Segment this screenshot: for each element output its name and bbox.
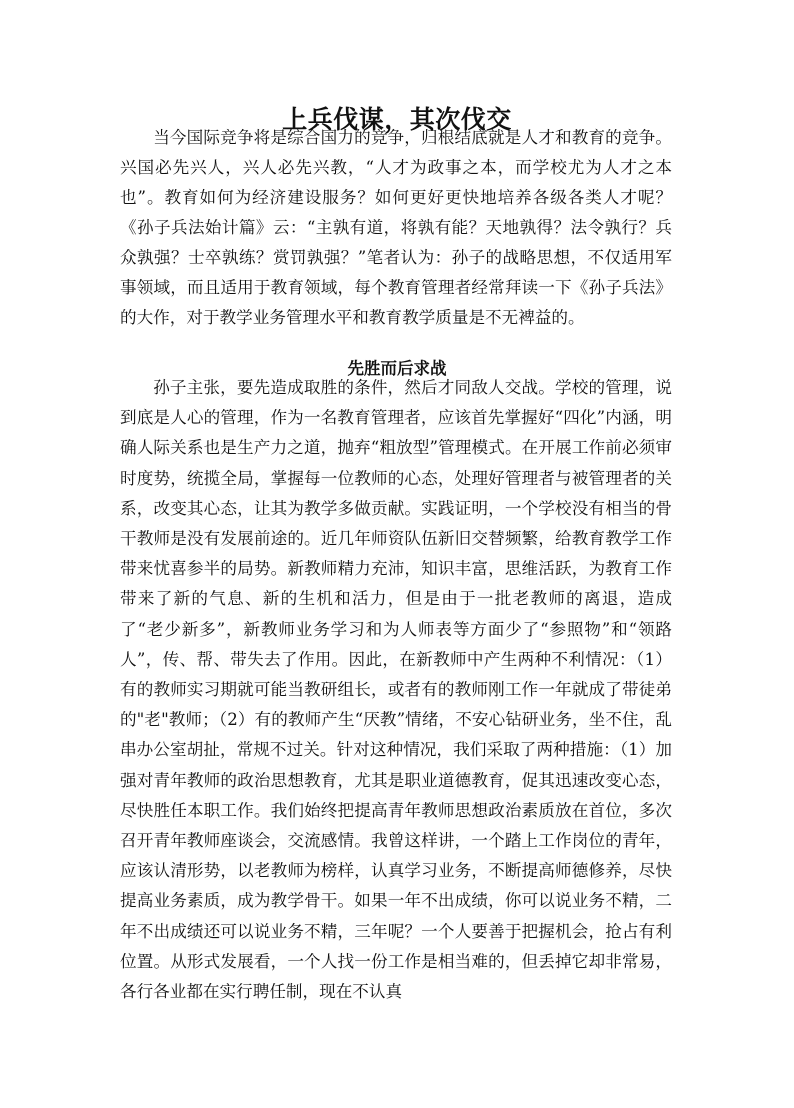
section-paragraph: 孙子主张，要先造成取胜的条件，然后才同敌人交战。学校的管理，说到底是人心的管理，作为一名教育管理者，应该首先掌握好“四化”内涵，明确人际关系也是生产力之道，抛弃“粗放型”管理模式。在开展工作前必须审时度势，统揽全局，掌握每一位教师的心态，处理好管理者与被管理者的关系，改变其心态，让其为教学多做贡献。实践证明，一个学校没有相当的骨干教师是没有发展前途的。近几年师资队伍新旧交替频繁，给教育教学工作带来忧喜参半的局势。新教师精力充沛，知识丰富，思维活跃，为教育工作带来了新的气息、新的生机和活力，但是由于一批老教师的离退，造成了“老少新多”，新教师业务学习和为人师表等方面少了“参照物”和“领路人”，传、帮、带失去了作用。因此，在新教师中产生两种不利情况：（1）有的教师实习期就可能当教研组长，或者有的教师刚工作一年就成了带徒弟的"老"教师；（2）有的教师产生“厌教”情绪，不安心钻研业务，坐不住，乱串办公室胡扯，常规不过关。针对这种情况，我们采取了两种措施：（1）加强对青年教师的政治思想教育，尤其是职业道德教育，促其迅速改变心态，尽快胜任本职工作。我们始终把提高青年教师思想政治素质放在首位，多次召开青年教师座谈会，交流感情。我曾这样讲，一个踏上工作岗位的青年，应该认清形势，以老教师为榜样，认真学习业务，不断提高师德修养，尽快提高业务素质，成为教学骨干。如果一年不出成绩，你可以说业务不精，二年不出成绩还可以说业务不精，三年呢？一个人要善于把握机会，抢占有利位置。从形式发展看，一个人找一份工作是相当难的，但丢掉它却非常易，各行各业都在实行聘任制，现在不认真 bbox=[120, 378, 672, 1002]
intro-paragraph: 当今国际竞争将是综合国力的竞争，归根结底就是人才和教育的竞争。兴国必先兴人，兴人必先兴教，“人才为政事之本，而学校尤为人才之本也”。教育如何为经济建设服务？如何更好更快地培养各级各类人才呢？《孙子兵法始计篇》云：“主孰有道，将孰有能？天地孰得？法令孰行？兵众孰强？士卒孰练？赏罚孰强？”笔者认为：孙子的战略思想，不仅适用军事领域，而且适用于教育领域，每个教育管理者经常拜读一下《孙子兵法》的大作，对于教学业务管理水平和教育教学质量是不无裨益的。 bbox=[120, 128, 672, 327]
section-heading: 先胜而后求战 bbox=[347, 358, 447, 378]
document-title: 上兵伐谋，其次伐交 bbox=[282, 104, 512, 134]
